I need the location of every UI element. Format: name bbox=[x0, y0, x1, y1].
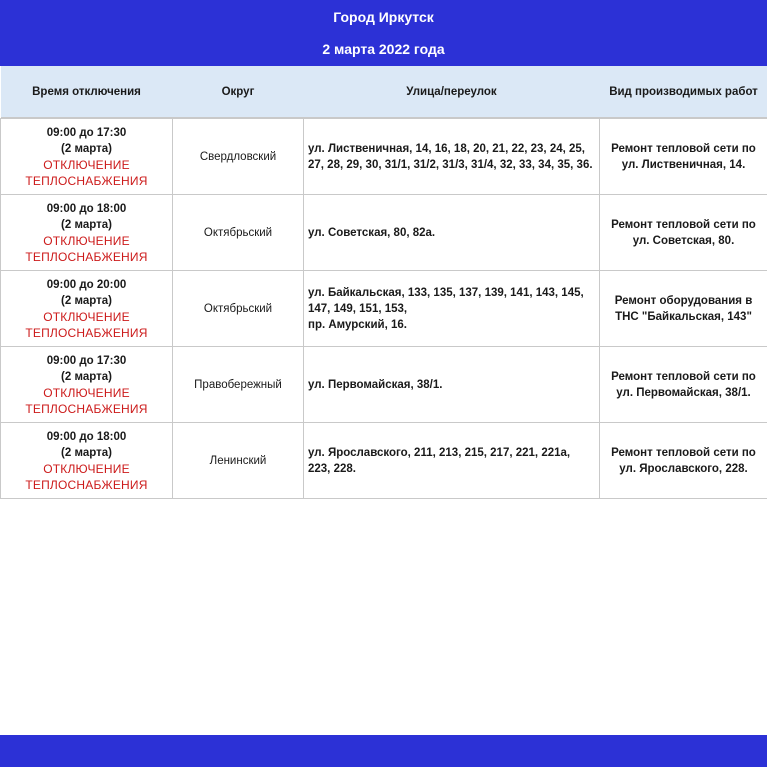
district-cell: Свердловский bbox=[173, 119, 304, 195]
status-label: ОТКЛЮЧЕНИЕ bbox=[43, 385, 130, 400]
time-day: (2 марта) bbox=[61, 142, 112, 155]
footer-bar bbox=[0, 735, 767, 767]
street-cell: ул. Ярославского, 211, 213, 215, 217, 221, 221а, 223, 228. bbox=[304, 423, 600, 499]
work-cell: Ремонт тепловой сети по ул. Ярославского, 228. bbox=[600, 423, 767, 499]
district-cell: Ленинский bbox=[173, 423, 304, 499]
time-range: 09:00 до 17:30 bbox=[46, 354, 127, 367]
time-cell bbox=[1, 347, 173, 423]
time-day: (2 марта) bbox=[61, 446, 112, 459]
time-range: 09:00 до 17:30 bbox=[46, 126, 127, 139]
time-cell bbox=[1, 423, 173, 499]
table-header-row bbox=[1, 66, 767, 118]
table-row bbox=[1, 119, 767, 195]
status-label: ТЕПЛОСНАБЖЕНИЯ bbox=[25, 477, 148, 492]
status-label: ОТКЛЮЧЕНИЕ bbox=[43, 461, 130, 476]
work-cell: Ремонт оборудования в ТНС "Байкальская, 143" bbox=[600, 271, 767, 347]
table-row bbox=[1, 271, 767, 347]
time-range: 09:00 до 18:00 bbox=[46, 430, 127, 443]
street-cell: ул. Советская, 80, 82а. bbox=[304, 195, 600, 271]
time-cell bbox=[1, 195, 173, 271]
table-row bbox=[1, 423, 767, 499]
district-cell: Правобережный bbox=[173, 347, 304, 423]
city-title: Город Иркутск bbox=[333, 9, 434, 25]
street-line: ул. Байкальская, 133, 135, 137, 139, 141, 143, 145, 147, 149, 151, 153, bbox=[308, 286, 584, 315]
title-banner bbox=[0, 0, 767, 66]
work-cell: Ремонт тепловой сети по ул. Лиственичная, 14. bbox=[600, 119, 767, 195]
time-day: (2 марта) bbox=[61, 370, 112, 383]
time-day: (2 марта) bbox=[61, 294, 112, 307]
column-header-work: Вид производимых работ bbox=[600, 66, 767, 118]
date-title: 2 марта 2022 года bbox=[322, 41, 445, 57]
column-header-street: Улица/переулок bbox=[304, 66, 600, 118]
district-cell: Октябрьский bbox=[173, 271, 304, 347]
work-cell: Ремонт тепловой сети по ул. Первомайская, 38/1. bbox=[600, 347, 767, 423]
column-header-time: Время отключения bbox=[1, 66, 173, 118]
street-cell bbox=[304, 271, 600, 347]
district-cell: Октябрьский bbox=[173, 195, 304, 271]
status-label: ОТКЛЮЧЕНИЕ bbox=[43, 157, 130, 172]
status-label: ОТКЛЮЧЕНИЕ bbox=[43, 309, 130, 324]
time-day: (2 марта) bbox=[61, 218, 112, 231]
time-cell bbox=[1, 119, 173, 195]
outage-table bbox=[0, 66, 767, 499]
work-cell: Ремонт тепловой сети по ул. Советская, 80. bbox=[600, 195, 767, 271]
status-label: ОТКЛЮЧЕНИЕ bbox=[43, 233, 130, 248]
street-line: пр. Амурский, 16. bbox=[308, 318, 407, 331]
street-cell: ул. Лиственичная, 14, 16, 18, 20, 21, 22, 23, 24, 25, 27, 28, 29, 30, 31/1, 31/2, 31/3, 31/4, 32, 33, 34, 35, 36. bbox=[304, 119, 600, 195]
status-label: ТЕПЛОСНАБЖЕНИЯ bbox=[25, 325, 148, 340]
time-cell bbox=[1, 271, 173, 347]
status-label: ТЕПЛОСНАБЖЕНИЯ bbox=[25, 173, 148, 188]
column-header-district: Округ bbox=[173, 66, 304, 118]
status-label: ТЕПЛОСНАБЖЕНИЯ bbox=[25, 249, 148, 264]
street-cell: ул. Первомайская, 38/1. bbox=[304, 347, 600, 423]
time-range: 09:00 до 20:00 bbox=[46, 278, 127, 291]
table-row bbox=[1, 195, 767, 271]
table-row bbox=[1, 347, 767, 423]
status-label: ТЕПЛОСНАБЖЕНИЯ bbox=[25, 401, 148, 416]
time-range: 09:00 до 18:00 bbox=[46, 202, 127, 215]
